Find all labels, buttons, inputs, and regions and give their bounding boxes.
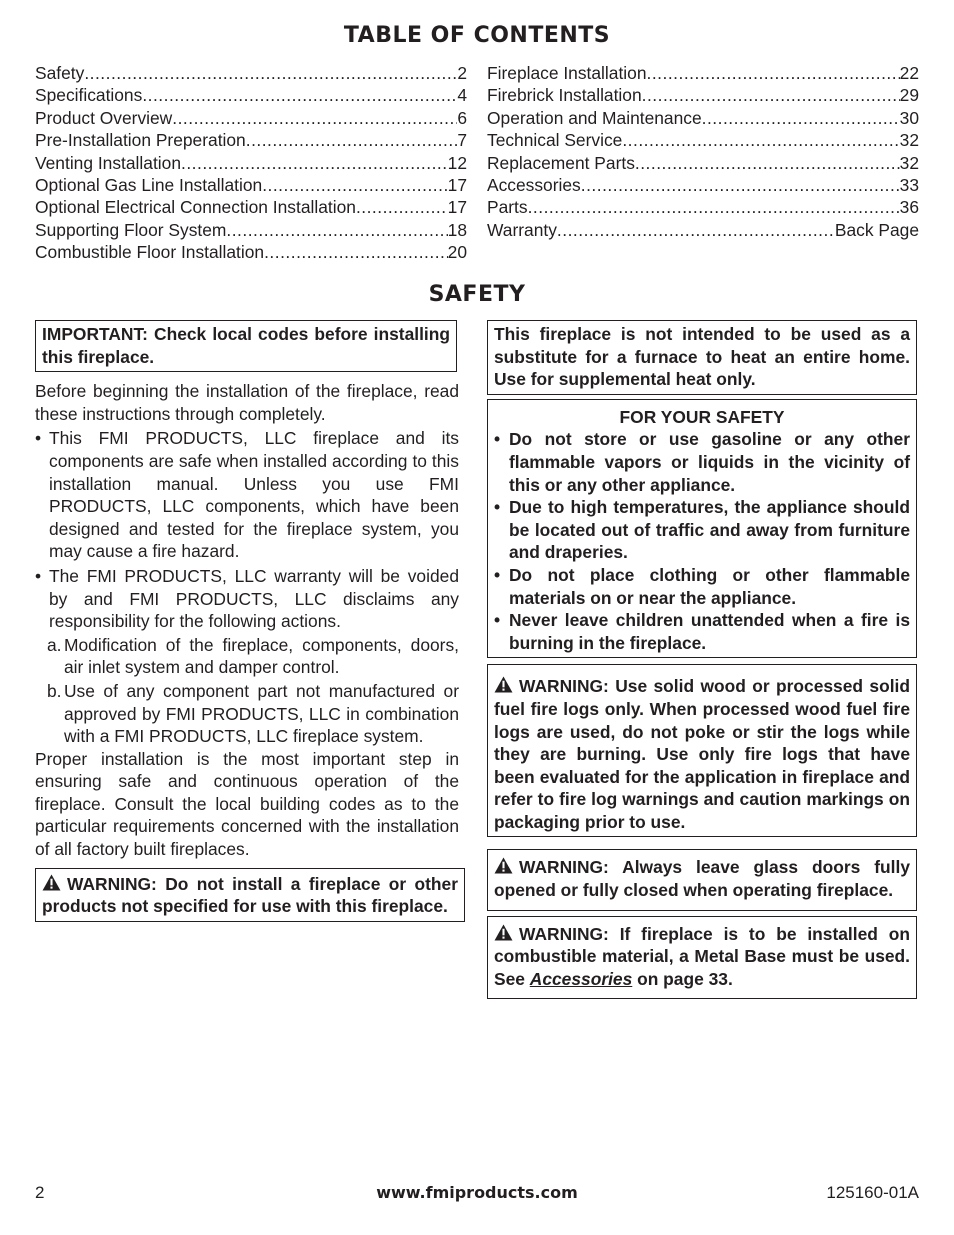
accessories-link[interactable]: Accessories [529,968,633,989]
proper-installation-paragraph: Proper installation is the most important step in ensuring safe and continuous operation of the fireplace. Consult the local building codes as to the particular requirements concerned with the installation of all factory built fireplaces. [35,748,459,860]
toc-entry-page: 20 [447,242,467,263]
substitute-box: This fireplace is not intended to be used as a substitute for a furnace to heat an entire home. Use for supplemental heat only. [487,320,917,395]
toc-dot-leader [172,107,457,129]
toc-entry-title: Optional Gas Line Installation [35,175,263,196]
toc-entry-page: 17 [447,197,467,218]
bullet-mark: • [494,610,501,631]
warning-text: WARNING: If fireplace is to be installed on combustible material, a Metal Base must be used. See [494,923,910,989]
warning-icon [42,874,61,891]
list-item [494,496,910,564]
for-your-safety-box [487,399,917,659]
bullet-mark: • [35,428,42,449]
toc-entry-title: Replacement Parts [487,152,635,173]
toc-entry-page: 17 [447,175,467,196]
bullet-mark: • [494,564,501,585]
sub-item-text: Modification of the fireplace, components, doors, air inlet system and damper control. [64,634,459,678]
warning-text: WARNING: Use solid wood or processed solid fuel fire logs only. When processed wood fuel fire logs are used, do not poke or stir the logs while they are burning. Use only fire logs that have been evaluated for the application in fireplace and refer to fire log warnings and caution markings on packaging prior to use. [494,676,910,832]
toc-entry[interactable] [487,219,919,241]
bullet-text: Due to high temperatures, the appliance should be located out of traffic and away from furniture and draperies. [509,497,910,563]
intro-paragraph: Before beginning the installation of the fireplace, read these instructions through completely. [35,381,459,424]
toc-dot-leader [181,152,448,174]
important-box: IMPORTANT: Check local codes before installing this fireplace. [35,320,457,372]
warning-text: WARNING: Always leave glass doors fully opened or fully closed when operating fireplace. [494,857,910,901]
warning-text: WARNING: Do not install a fireplace or other products not specified for use with this fireplace. [42,873,458,917]
bullet-mark: • [35,565,42,586]
toc-entry[interactable] [487,84,919,106]
toc-entry[interactable] [487,129,919,151]
toc-entry-page: 36 [899,197,919,218]
toc-entry-title: Firebrick Installation [487,85,642,106]
sub-item-marker: a. [47,634,62,655]
toc-entry-title: Pre-Installation Preperation [35,130,246,151]
safety-right-column [487,320,919,999]
website-link[interactable]: www.fmiproducts.com [376,1183,578,1202]
sub-item-marker: b. [47,680,62,701]
toc-entry-page: Back Page [834,219,919,240]
bullet-text: Do not place clothing or other flammable materials on or near the appliance. [509,564,910,608]
bullet-text: Never leave children unattended when a fire is burning in the fireplace. [509,610,910,653]
warning-box-doors [487,849,917,910]
toc-entry-page: 32 [899,130,919,151]
toc-left-column [35,62,467,264]
toc-entry-page: 18 [447,219,467,240]
toc-entry[interactable] [487,62,919,84]
toc-dot-leader [356,196,448,218]
bullet-text: The FMI PRODUCTS, LLC warranty will be voided by and FMI PRODUCTS, LLC disclaims any responsibility for the following actions. [49,565,459,632]
toc-entry-page: 22 [899,63,919,83]
toc-dot-leader [142,84,457,106]
warning-box-logs [487,664,917,837]
bullet-text: This FMI PRODUCTS, LLC fireplace and its components are safe when installed according to this installation manual. Unless you use FMI PRODUCTS, LLC components, which have been designed and tested for the fireplace system, you may cause a fire hazard. [49,428,459,562]
list-item [35,634,459,679]
toc-entry-title: Supporting Floor System [35,219,227,240]
toc-entry-page: 4 [457,85,467,106]
toc-entry-title: Parts [487,197,528,218]
toc-dot-leader [264,241,448,263]
toc-dot-leader [528,196,900,218]
toc-entry[interactable] [35,241,467,263]
toc-entry-title: Specifications [35,85,143,106]
page-number: 2 [35,1183,45,1202]
toc-entry-page: 12 [447,152,467,173]
safety-title: SAFETY [428,282,526,307]
list-item [494,428,910,496]
toc-dot-leader [246,129,458,151]
toc-entry[interactable] [35,107,467,129]
warning-icon [494,676,513,693]
warning-icon [494,924,513,941]
toc-dot-leader [557,219,835,241]
warning-icon [494,857,513,874]
safety-left-column [35,320,467,922]
toc-dot-leader [226,219,447,241]
toc-dot-leader [581,174,900,196]
toc-entry[interactable] [35,219,467,241]
list-item [35,427,459,563]
toc-entry-title: Warranty [487,219,557,240]
document-number: 125160-01A [826,1183,919,1202]
toc-entry-page: 7 [457,130,467,151]
toc-entry-title: Product Overview [35,107,173,128]
toc-entry-title: Combustible Floor Installation [35,242,265,263]
toc-entry[interactable] [35,152,467,174]
list-item [494,609,910,654]
toc-entry-page: 33 [899,175,919,196]
toc-entry-title: Operation and Maintenance [487,107,702,128]
warning-box-base [487,916,917,1000]
toc-title: TABLE OF CONTENTS [343,23,611,48]
toc-entry[interactable] [35,129,467,151]
toc-entry-page: 6 [457,107,467,128]
warning-box-products [35,868,465,922]
for-your-safety-heading: FOR YOUR SAFETY [619,406,785,427]
toc-entry-page: 29 [899,85,919,106]
toc-entry[interactable] [35,62,467,84]
list-item [35,680,459,748]
toc-entry[interactable] [35,84,467,106]
toc-entry[interactable] [35,174,467,196]
toc-dot-leader [622,129,899,151]
toc-dot-leader [642,84,900,106]
list-item [494,564,910,609]
toc-dot-leader [262,174,447,196]
toc-entry-title: Fireplace Installation [487,63,647,83]
toc-entry-title: Technical Service [487,130,623,151]
bullet-mark: • [494,429,501,450]
toc-entry-title: Venting Installation [35,152,181,173]
list-item [35,565,459,633]
warning-text-end: on page 33. [632,968,733,989]
sub-item-text: Use of any component part not manufactured or approved by FMI PRODUCTS, LLC in combination with a FMI PRODUCTS, LLC fireplace system. [64,680,459,747]
toc-entry[interactable] [35,196,467,218]
toc-entry-page: 32 [899,152,919,173]
toc-dot-leader [635,152,900,174]
toc-entry-title: Optional Electrical Connection Installation [35,197,356,218]
bullet-text: Do not store or use gasoline or any other flammable vapors or liquids in the vicinity of this or any other appliance. [509,429,910,495]
toc-right-column [487,62,919,241]
toc-dot-leader [702,107,900,129]
bullet-mark: • [494,497,501,518]
toc-entry-page: 2 [457,63,467,83]
toc-entry[interactable] [487,107,919,129]
toc-entry[interactable] [487,196,919,218]
toc-dot-leader [84,62,457,84]
toc-entry[interactable] [487,174,919,196]
toc-dot-leader [647,62,900,84]
toc-entry-page: 30 [899,107,919,128]
toc-entry-title: Safety [35,63,85,83]
toc-entry[interactable] [487,152,919,174]
toc-entry-title: Accessories [487,175,581,196]
